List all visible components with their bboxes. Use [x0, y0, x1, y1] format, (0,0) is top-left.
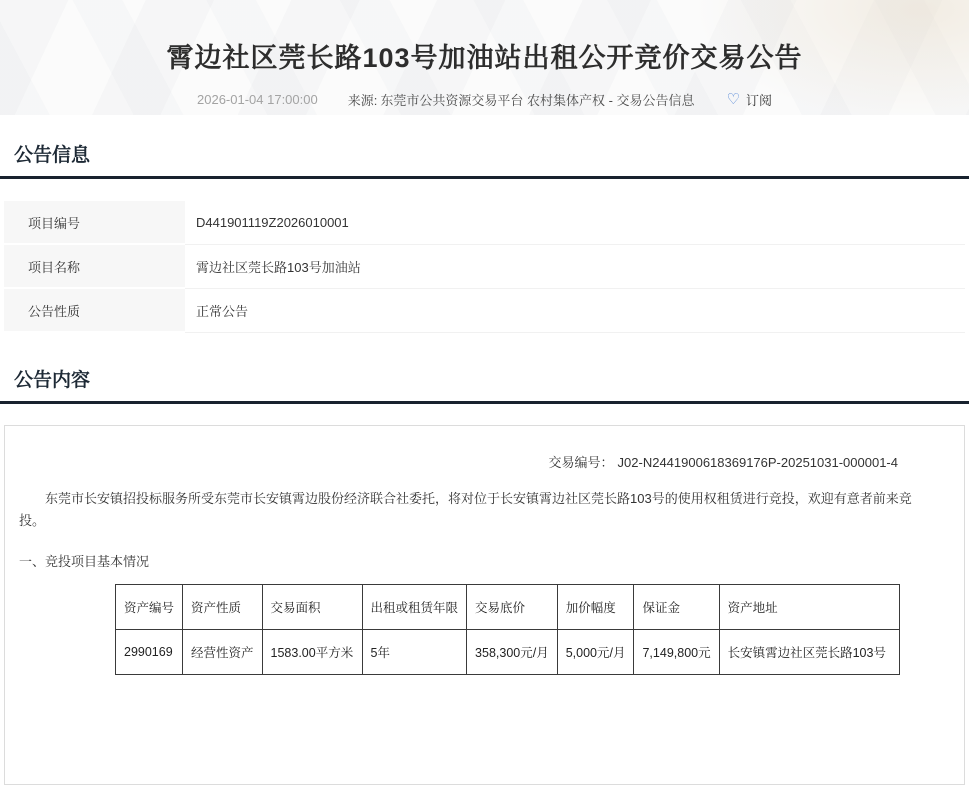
trade-number-label: 交易编号：	[548, 455, 614, 470]
section-title-announcement-content: 公告内容	[0, 365, 969, 404]
heart-icon: ♡	[726, 91, 740, 108]
table-header-cell: 资产地址	[719, 585, 899, 630]
info-value: D441901119Z2026010001	[185, 201, 965, 245]
info-value: 正常公告	[185, 289, 965, 333]
source-label: 来源:	[347, 93, 378, 108]
table-cell: 长安镇霄边社区莞长路103号	[719, 630, 899, 675]
info-value: 霄边社区莞长路103号加油站	[185, 245, 965, 289]
table-header-cell: 资产性质	[183, 585, 263, 630]
announcement-content-box	[4, 425, 965, 785]
section-header-announcement-content	[0, 365, 969, 404]
table-cell: 358,300元/月	[467, 630, 558, 675]
info-label: 公告性质	[4, 289, 185, 333]
info-label: 项目名称	[4, 245, 185, 289]
table-header-row	[116, 585, 900, 630]
page-title: 霄边社区莞长路103号加油站出租公开竞价交易公告	[166, 43, 803, 73]
table-header-cell: 交易面积	[262, 585, 362, 630]
trade-number-value: J02-N2441900618369176P-20251031-000001-4	[617, 455, 898, 470]
table-cell: 经营性资产	[183, 630, 263, 675]
info-label: 项目编号	[4, 201, 185, 245]
source-text	[348, 90, 695, 109]
table-row	[116, 630, 900, 675]
table-header-cell: 出租或租赁年限	[362, 585, 467, 630]
table-header-cell: 交易底价	[467, 585, 558, 630]
bid-info-table	[115, 584, 900, 675]
info-row-project-number	[4, 201, 965, 245]
section-header-announcement-info	[0, 140, 969, 179]
meta-bar	[0, 90, 969, 109]
table-header-cell: 加价幅度	[557, 585, 634, 630]
table-header-cell: 保证金	[634, 585, 719, 630]
info-row-project-name	[4, 245, 965, 289]
subscribe-label: 订阅	[745, 93, 772, 108]
trade-number-line	[19, 452, 950, 471]
subsection-heading: 一、竞投项目基本情况	[19, 554, 150, 570]
info-row-notice-nature	[4, 289, 965, 333]
hero-banner	[0, 0, 969, 115]
announcement-paragraph: 东莞市长安镇招投标服务所受东莞市长安镇霄边股份经济联合社委托，将对位于长安镇霄边社区莞长路103号的使用权租赁进行竞投，欢迎有意者前来竞投。	[19, 491, 912, 529]
table-cell: 1583.00平方米	[262, 630, 362, 675]
subscribe-button[interactable]	[727, 90, 772, 109]
table-cell: 2990169	[116, 630, 183, 675]
publish-date: 2026-01-04 17:00:00	[197, 92, 318, 107]
table-cell: 5年	[362, 630, 467, 675]
source-value: 东莞市公共资源交易平台 农村集体产权 - 交易公告信息	[380, 93, 695, 108]
table-header-cell: 资产编号	[116, 585, 183, 630]
section-title-announcement-info: 公告信息	[0, 140, 969, 179]
table-cell: 7,149,800元	[634, 630, 719, 675]
table-cell: 5,000元/月	[557, 630, 634, 675]
announcement-info-table	[4, 201, 965, 333]
